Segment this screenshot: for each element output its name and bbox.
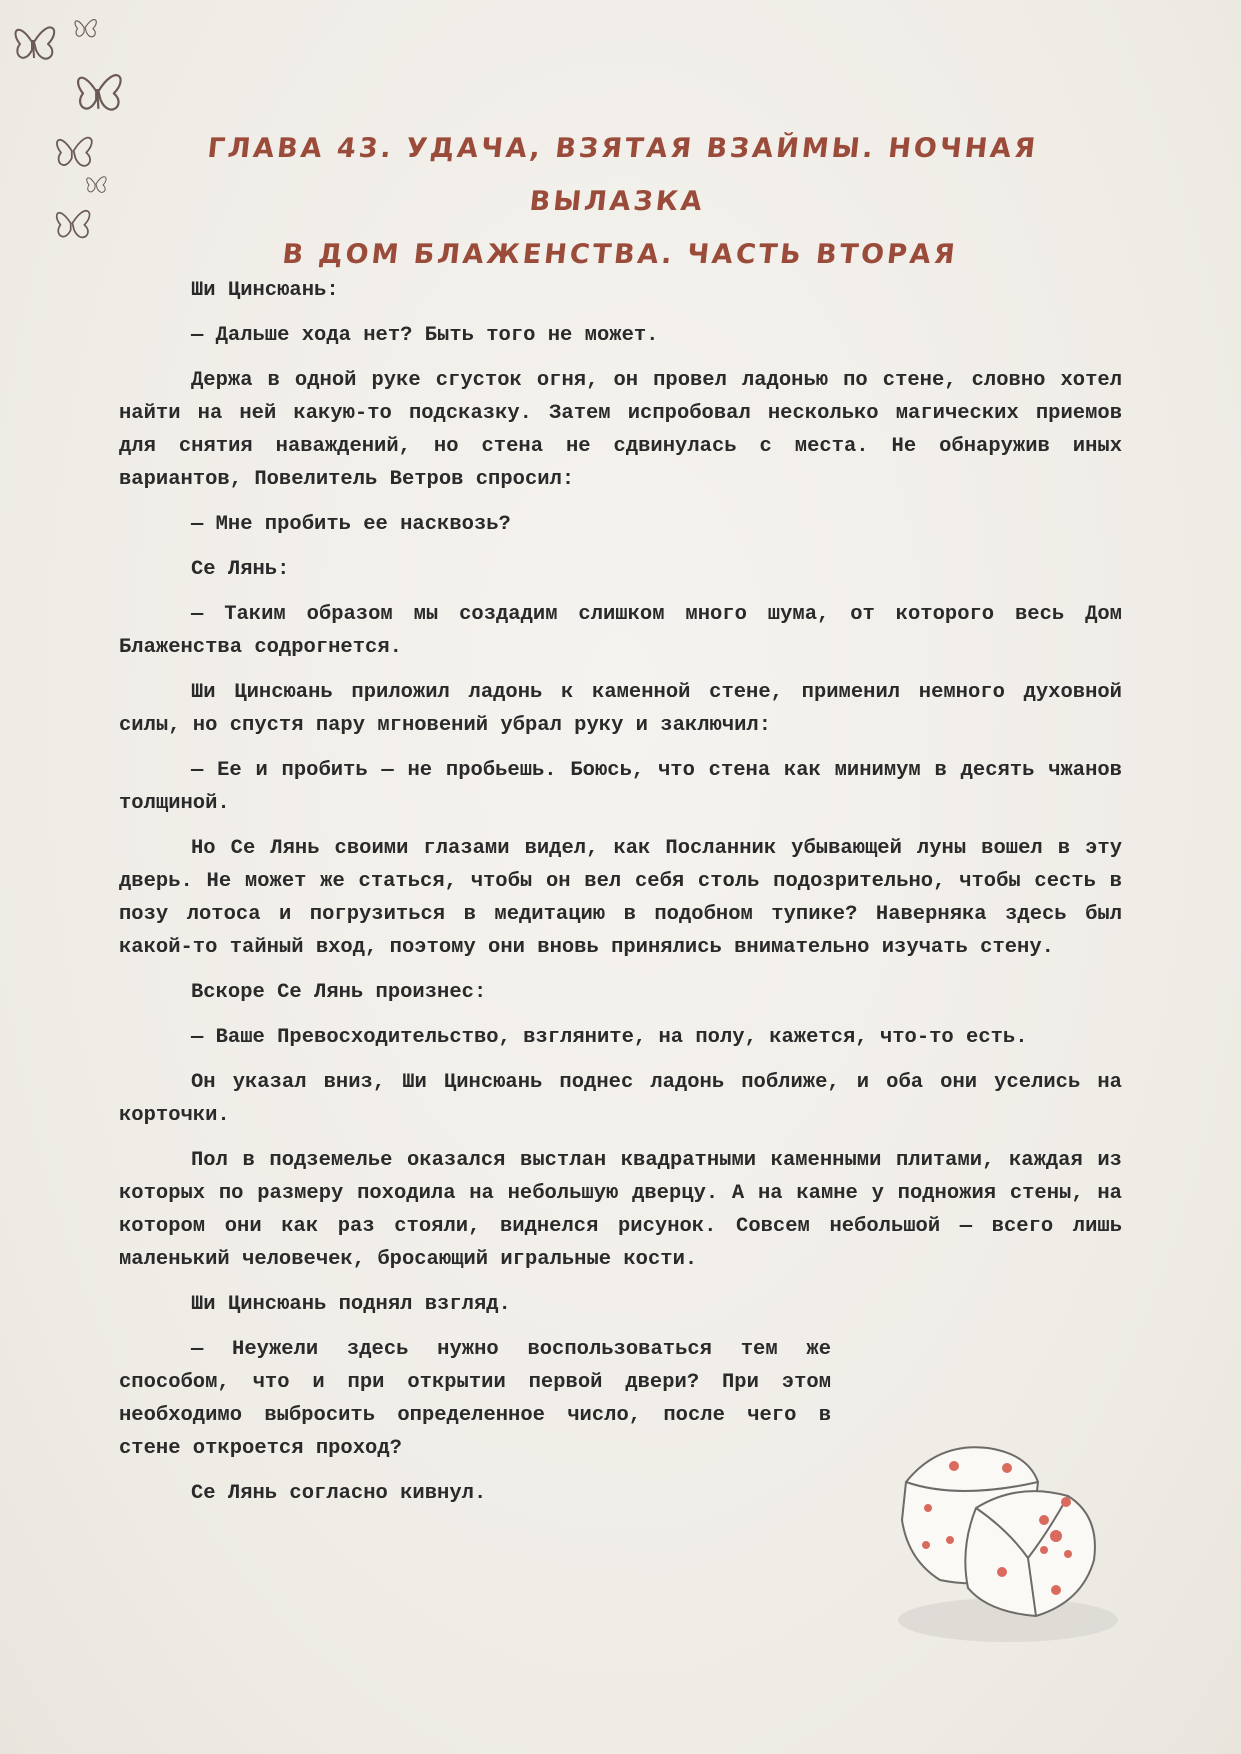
butterfly-icon [87, 177, 106, 193]
butterfly-icon [57, 211, 90, 238]
paragraph: — Дальше хода нет? Быть того не может. [191, 324, 659, 347]
chapter-title-line-2: В ДОМ БЛАЖЕНСТВА. ЧАСТЬ ВТОРАЯ [280, 239, 960, 270]
butterfly-icon [16, 27, 55, 58]
chapter-text [119, 274, 1122, 1522]
paragraph: Се Лянь согласно кивнул. [191, 1482, 487, 1505]
butterfly-icon [75, 20, 96, 37]
paragraph: Вскоре Се Лянь произнес: [191, 981, 487, 1004]
paragraph: Держа в одной руке сгусток огня, он провел ладонью по стене, словно хотел найти на ней какую-то подсказку. Затем испробовал несколько магических приемов для снятия наваждений, но стена не сдвинулась с места. Не обнаружив иных вариантов, Повелитель Ветров спросил: [119, 369, 1122, 491]
paragraph: Се Лянь: [191, 558, 290, 581]
paragraph: Пол в подземелье оказался выстлан квадратными каменными плитами, каждая из которых по размеру походила на небольшую дверцу. А на камне у подножия стены, на котором они как раз стояли, виднелся рисунок. Совсем небольшой — всего лишь маленький человечек, бросающий игральные кости. [119, 1149, 1122, 1271]
paragraph: — Таким образом мы создадим слишком много шума, от которого весь Дом Блаженства содрогнется. [119, 603, 1122, 659]
chapter-title-line-1: ГЛАВА 43. УДАЧА, ВЗЯТАЯ ВЗАЙМЫ. НОЧНАЯ ВЫЛАЗКА [206, 133, 1040, 217]
paragraph: Ши Цинсюань: [191, 279, 339, 302]
paragraph: — Мне пробить ее насквозь? [191, 513, 511, 536]
dice-illustration [868, 1420, 1128, 1650]
chapter-title [160, 122, 1080, 281]
paragraph: — Ваше Превосходительство, взгляните, на полу, кажется, что-то есть. [191, 1026, 1028, 1049]
paragraph: Ши Цинсюань поднял взгляд. [191, 1293, 511, 1316]
paragraph: — Неужели здесь нужно воспользоваться тем же способом, что и при открытии первой двери? При этом необходимо выбросить определенное число, после чего в стене откроется проход? [119, 1338, 831, 1460]
butterfly-icon [78, 75, 121, 109]
butterfly-icon [57, 138, 92, 166]
paragraph: Ши Цинсюань приложил ладонь к каменной стене, применил немного духовной силы, но спустя пару мгновений убрал руку и заключил: [119, 681, 1122, 737]
paragraph: Он указал вниз, Ши Цинсюань поднес ладонь поближе, и оба они уселись на корточки. [119, 1071, 1122, 1127]
paragraph: — Ее и пробить — не пробьешь. Боюсь, что стена как минимум в десять чжанов толщиной. [119, 759, 1122, 815]
butterflies-decoration [0, 0, 150, 260]
paragraph: Но Се Лянь своими глазами видел, как Посланник убывающей луны вошел в эту дверь. Не может же статься, чтобы он вел себя столь подозрительно, чтобы сесть в позу лотоса и погрузиться в медитацию в подобном тупике? Наверняка здесь был какой-то тайный вход, поэтому они вновь принялись внимательно изучать стену. [119, 837, 1122, 959]
